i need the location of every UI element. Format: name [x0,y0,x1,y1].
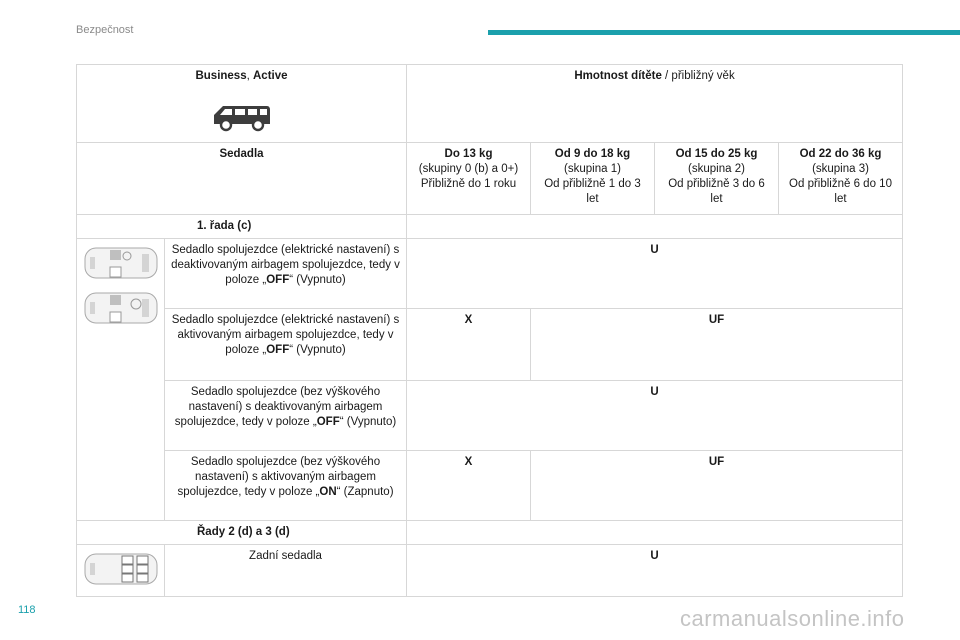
weight-subtitle: / přibližný věk [661,70,735,82]
group-age: Od přibližně 6 do 10 let [789,178,892,205]
group-number: (skupina 2) [688,163,745,175]
seat-value: X [407,309,531,381]
group-weight: Od 22 do 36 kg [799,148,882,160]
seat-description [165,451,407,521]
group-age: Od přibližně 3 do 6 let [668,178,765,205]
seat-text-end: “ (Vypnuto) [289,344,346,356]
group-cell [779,143,903,215]
empty-cell [407,521,903,545]
empty-cell [407,215,903,239]
front-seat-icons [77,239,165,521]
seat-value: U [407,381,903,451]
group-weight: Do 13 kg [444,148,493,160]
group-weight: Od 15 do 25 kg [675,148,758,160]
page-number: 118 [18,604,36,616]
row-2-3-label: Řady 2 (d) a 3 (d) [77,521,407,545]
group-number: (skupina 3) [812,163,869,175]
watermark: carmanualsonline.info [680,606,905,631]
seat-description [165,239,407,309]
weight-title: Hmotnost dítěte [574,70,662,82]
version-separator: , [246,70,253,82]
seat-value: UF [531,451,903,521]
seat-text: Sedadlo spolujezdce (bez výškového nastavení) s deaktivovaným airbagem spolujezdce, tedy v poloze „ [174,386,383,428]
seat-value: U [407,545,903,597]
seat-description: Zadní sedadla [165,545,407,597]
header-accent-bar [488,30,960,35]
group-cell [655,143,779,215]
group-cell [407,143,531,215]
seat-text-end: “ (Vypnuto) [339,416,397,428]
group-age: Od přibližně 1 do 3 let [544,178,641,205]
airbag-state: ON [319,486,337,498]
airbag-state: OFF [266,344,290,356]
airbag-state: OFF [316,416,340,428]
group-number: (skupina 1) [564,163,621,175]
airbag-state: OFF [266,274,290,286]
version-name-2: Active [253,70,288,82]
rear-seats-icon [84,551,158,587]
version-header-cell [77,65,407,143]
row-1-label: 1. řada (c) [77,215,407,239]
seats-label: Sedadla [77,143,407,215]
rear-seat-icon-cell [77,545,165,597]
group-weight: Od 9 do 18 kg [554,148,631,160]
seat-description [165,381,407,451]
version-name: Business [195,70,247,82]
weight-header-cell [407,65,903,143]
seat-description [165,309,407,381]
child-seat-table [76,64,903,597]
van-icon [211,98,273,132]
section-title: Bezpečnost [76,24,134,36]
seat-value: U [407,239,903,309]
seat-value: X [407,451,531,521]
group-number: (skupiny 0 (b) a 0+) [418,163,519,175]
seat-text: Sedadlo spolujezdce (elektrické nastavení) s deaktivovaným airbagem spolujezdce, tedy v poloze „ [171,244,400,286]
seat-text: Sedadlo spolujezdce (bez výškového nastavení) s aktivovaným airbagem spolujezdce, tedy v poloze „ [177,456,381,498]
front-passenger-seat-icon [84,245,158,281]
seat-text: Sedadlo spolujezdce (elektrické nastavení) s aktivovaným airbagem spolujezdce, tedy v poloze „ [171,314,400,356]
seat-text-end: “ (Vypnuto) [289,274,346,286]
front-passenger-seat-icon [84,290,158,326]
group-age: Přibližně do 1 roku [420,178,517,190]
seat-text-end: “ (Zapnuto) [336,486,394,498]
group-cell [531,143,655,215]
seat-value: UF [531,309,903,381]
